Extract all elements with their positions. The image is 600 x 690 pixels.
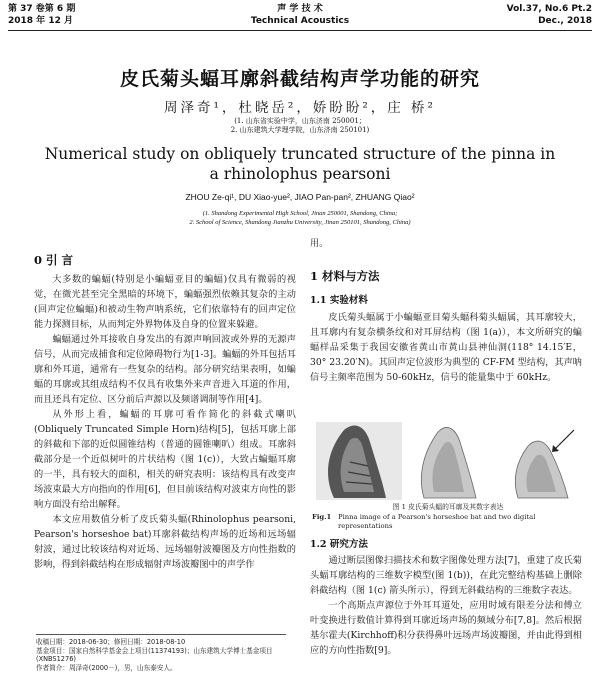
affiliation-zh-1: (1. 山东省实验中学，山东济南 250001； xyxy=(234,117,366,125)
subsection-heading-materials: 1.1 实验材料 xyxy=(310,295,368,306)
volume-number-en: Vol.37, No.6 Pt.2 xyxy=(506,4,592,14)
journal-name-zh: 声 学 技 术 xyxy=(277,4,323,14)
header-rule xyxy=(8,30,592,31)
journal-volume: 第 37 卷第 6 期 xyxy=(8,4,76,14)
figure-1 xyxy=(316,422,586,500)
affiliation-zh-2: 2. 山东建筑大学理学院，山东济南 250101) xyxy=(230,126,370,134)
paper-title-en-line2: a rhinolophus pearsoni xyxy=(209,165,391,183)
footnote-funding: 基金项目：国家自然科学基金会上项目(11374193)；山东建筑大学博士基金项目(XNBS1276) xyxy=(36,647,273,663)
footnote-rule xyxy=(36,634,286,635)
pinna-photo-panel xyxy=(316,422,402,500)
section-heading-materials-methods: 1 材料与方法 xyxy=(310,269,380,283)
right-column-para1 xyxy=(310,310,582,385)
paragraph: 本文应用数值分析了皮氏菊头蝠(Rhinolophus pearsoni, Pearson's horseshoe bat)耳廓斜截结构声场的近场和远场辐射波，通过比较该结构对近场、远场辐射波瓣图及方向性指数的影响，得到斜截结构在形成辐射声场波瓣图中的声学作 xyxy=(34,514,296,570)
pinna-model-full-panel xyxy=(408,422,494,500)
paper-title-en xyxy=(0,144,600,184)
right-column-continuation: 用。 xyxy=(310,238,329,249)
affiliation-en-2: 2. School of Science, Shandong Jianzhu University, Jinan 250101, Shandong, China) xyxy=(189,219,411,226)
figure-caption-text: Pinna image of a Pearson's horseshoe bat and two digital representations xyxy=(338,513,536,530)
figure-caption-en xyxy=(312,513,584,530)
footnote-received: 收稿日期：2018-06-30；修回日期：2018-08-10 xyxy=(36,638,186,646)
section-heading-introduction: 0 引 言 xyxy=(34,253,74,267)
figure-caption-zh: 图 1 皮氏菊头蝠的耳廓及其数字表达 xyxy=(392,503,504,511)
figure-label: Fig.1 xyxy=(312,513,332,521)
subsection-heading-methods: 1.2 研究方法 xyxy=(310,539,368,550)
paragraph: 大多数的蝙蝠(特别是小蝙蝠亚目的蝙蝠)仅具有微弱的视觉，在微光甚至完全黑暗的环境下，蝙蝠强烈依赖其复杂的主动(回声定位蝙蝠)和被动生物声呐系统，它们依靠特有的回声定位能力探测目标，从而判定外界物体及自身的位置来躲避。 xyxy=(34,274,296,330)
footnote-author-bio: 作者简介：周泽奇(2000－)，男，山东泰安人。 xyxy=(36,664,177,672)
publication-date-zh: 2018 年 12 月 xyxy=(8,16,73,26)
paragraph: 一个高斯点声源位于外耳耳道处，应用时域有限差分法和傅立叶变换进行数值计算得到耳廓近场声场的频域分布[7,8]。然后根据基尔霍夫(Kirchhoff)积分获得鼻叶远场声场波瓣图，并由此得到相应的方向性指数[9]。 xyxy=(310,600,582,656)
publication-date-en: Dec., 2018 xyxy=(538,16,592,26)
paper-title-zh: 皮氏菊头蝠耳廓斜截结构声学功能的研究 xyxy=(119,68,480,90)
authors-en: ZHOU Ze-qi¹, DU Xiao-yue², JIAO Pan-pan², ZHUANG Qiao² xyxy=(185,192,415,202)
affiliation-en-1: (1. Shandong Experimental High School, Jinan 250001, Shandong, China; xyxy=(202,210,398,217)
authors-zh: 周泽奇¹，杜晓岳²，娇盼盼²，庄 桥² xyxy=(164,100,436,116)
paragraph: 通过断层图像扫描技术和数字图像处理方法[7]，重建了皮氏菊头蝠耳廓结构的三维数字模型(图 1(b))，在此完整结构基础上删除斜截结构（图 1(c) 箭头所示），得到无斜截结构的三维数字表达。 xyxy=(310,555,582,596)
left-column-body xyxy=(34,272,296,572)
paragraph: 蝙蝠通过外耳接收自身发出的有源声响回波或外界的无源声信号，从而完成捕食和定位障碍物行为[1-3]。蝙蝠的外耳包括耳廓和外耳道，通常有一些复杂的结构。部分研究结果表明，如蝙蝠的耳廓或其组成结构不仅具有收集外来声音进入耳道的作用，而且还具有定位、区分前后声源以及频谱调制等作用[4]。 xyxy=(34,334,296,405)
pinna-model-truncated-panel xyxy=(500,422,586,500)
journal-name-en: Technical Acoustics xyxy=(250,16,350,26)
paragraph: 从外形上看，蝙蝠的耳廓可看作简化的斜截式喇叭(Obliquely Truncated Simple Horn)结构[5]，包括耳廓上部的斜截和下部的近似圆锥结构（普通的圆锥喇叭）组成。耳廓斜截部分是一个近似树叶的片状结构（图 1(c)），大致占蝙蝠耳廓的一半，具有较大的面积，相关的研究表明：该结构具有改变声场波束最大方向指向的作用[6]，但目前该结构对波束方向性的影响方面没有给出解释。 xyxy=(34,409,296,510)
paragraph: 皮氏菊头蝠属于小蝙蝠亚目菊头蝠科菊头蝠属，其耳廓较大，且耳廓内有复杂横条纹和对耳屏结构（图 1(a)），本文所研究的蝙蝠样品采集于我国安徽省黄山市黄山县神仙洞(118° 14.15′E，30° 23.20′N)。其回声定位波形为典型的 CF-FM 型结构，其声呐信号主频率范围为 50-60kHz，信号的能量集中于 60kHz。 xyxy=(310,312,582,383)
paper-title-en-line1: Numerical study on obliquely truncated structure of the pinna in xyxy=(44,145,556,163)
right-column-para2 xyxy=(310,553,582,658)
